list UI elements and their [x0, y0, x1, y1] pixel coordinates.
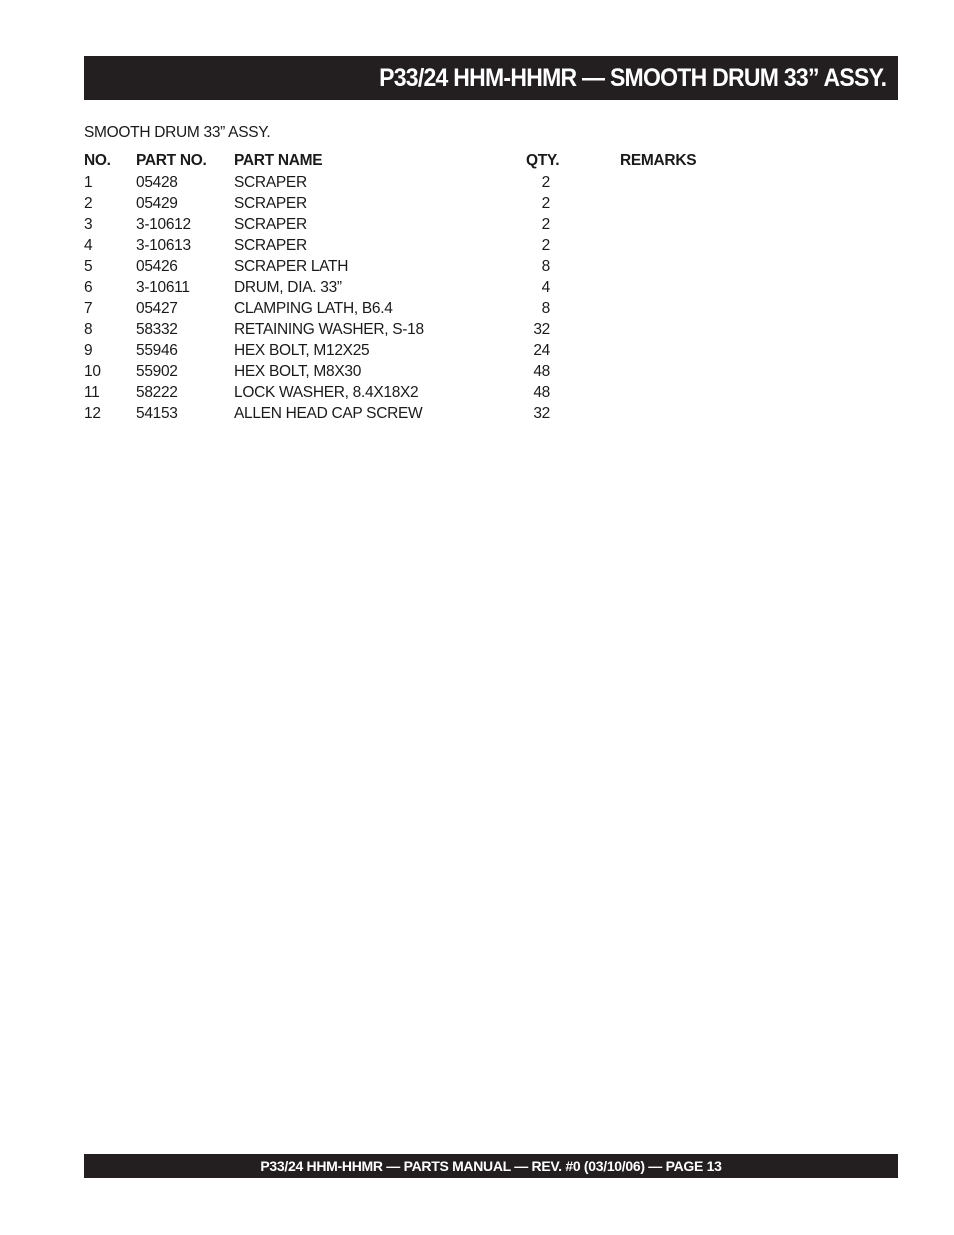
cell-qty: 2 [541, 174, 550, 191]
cell-part-no: 05426 [136, 258, 178, 275]
cell-part-name: SCRAPER LATH [234, 258, 349, 275]
cell-qty: 32 [533, 321, 550, 338]
cell-qty: 48 [533, 384, 550, 401]
table-row [84, 382, 784, 403]
cell-part-no: 58222 [136, 384, 178, 401]
cell-part-no: 3-10611 [136, 279, 190, 296]
column-header-qty: QTY. [526, 152, 560, 169]
cell-part-name: HEX BOLT, M8X30 [234, 363, 362, 380]
cell-no: 9 [84, 342, 93, 359]
cell-no: 3 [84, 216, 93, 233]
cell-part-no: 55902 [136, 363, 178, 380]
cell-qty: 2 [541, 216, 550, 233]
cell-no: 5 [84, 258, 93, 275]
table-row [84, 319, 784, 340]
cell-qty: 8 [541, 300, 550, 317]
table-row [84, 193, 784, 214]
cell-part-name: RETAINING WASHER, S-18 [234, 321, 424, 338]
cell-qty: 2 [541, 237, 550, 254]
page-header-bar [84, 56, 898, 100]
cell-part-name: ALLEN HEAD CAP SCREW [234, 405, 423, 422]
page-footer-bar [84, 1154, 898, 1178]
cell-part-no: 3-10612 [136, 216, 191, 233]
cell-part-name: SCRAPER [234, 174, 307, 191]
cell-qty: 48 [533, 363, 550, 380]
cell-part-name: SCRAPER [234, 195, 307, 212]
section-title: SMOOTH DRUM 33” ASSY. [84, 124, 271, 141]
cell-part-no: 58332 [136, 321, 178, 338]
cell-part-no: 55946 [136, 342, 178, 359]
table-row [84, 277, 784, 298]
cell-part-name: LOCK WASHER, 8.4X18X2 [234, 384, 419, 401]
cell-part-name: DRUM, DIA. 33” [234, 279, 342, 296]
table-row [84, 298, 784, 319]
footer-text: P33/24 HHM-HHMR — PARTS MANUAL — REV. #0 (03/10/06) — PAGE 13 [260, 1158, 722, 1174]
column-header-part-no: PART NO. [136, 152, 207, 169]
table-row [84, 235, 784, 256]
cell-no: 10 [84, 363, 101, 380]
cell-qty: 4 [541, 279, 550, 296]
cell-part-name: SCRAPER [234, 216, 307, 233]
table-row [84, 403, 784, 424]
cell-part-no: 54153 [136, 405, 178, 422]
cell-part-name: CLAMPING LATH, B6.4 [234, 300, 393, 317]
cell-no: 4 [84, 237, 93, 254]
column-header-part-name: PART NAME [234, 152, 323, 169]
cell-no: 1 [84, 174, 93, 191]
table-row [84, 172, 784, 193]
cell-no: 8 [84, 321, 93, 338]
cell-qty: 2 [541, 195, 550, 212]
cell-part-no: 3-10613 [136, 237, 191, 254]
table-row [84, 214, 784, 235]
cell-qty: 8 [541, 258, 550, 275]
cell-no: 2 [84, 195, 93, 212]
cell-no: 6 [84, 279, 93, 296]
cell-part-name: SCRAPER [234, 237, 307, 254]
parts-table [84, 150, 784, 424]
table-body [84, 172, 784, 424]
cell-qty: 32 [533, 405, 550, 422]
cell-part-no: 05428 [136, 174, 178, 191]
cell-no: 11 [84, 384, 100, 401]
cell-part-no: 05429 [136, 195, 178, 212]
table-header-row [84, 150, 784, 172]
table-row [84, 340, 784, 361]
table-row [84, 256, 784, 277]
cell-qty: 24 [533, 342, 550, 359]
column-header-no: NO. [84, 152, 111, 169]
cell-no: 7 [84, 300, 93, 317]
cell-part-name: HEX BOLT, M12X25 [234, 342, 370, 359]
cell-part-no: 05427 [136, 300, 178, 317]
page-title: P33/24 HHM-HHMR — SMOOTH DRUM 33” ASSY. [378, 63, 886, 92]
cell-no: 12 [84, 405, 101, 422]
table-row [84, 361, 784, 382]
column-header-remarks: REMARKS [620, 152, 697, 169]
